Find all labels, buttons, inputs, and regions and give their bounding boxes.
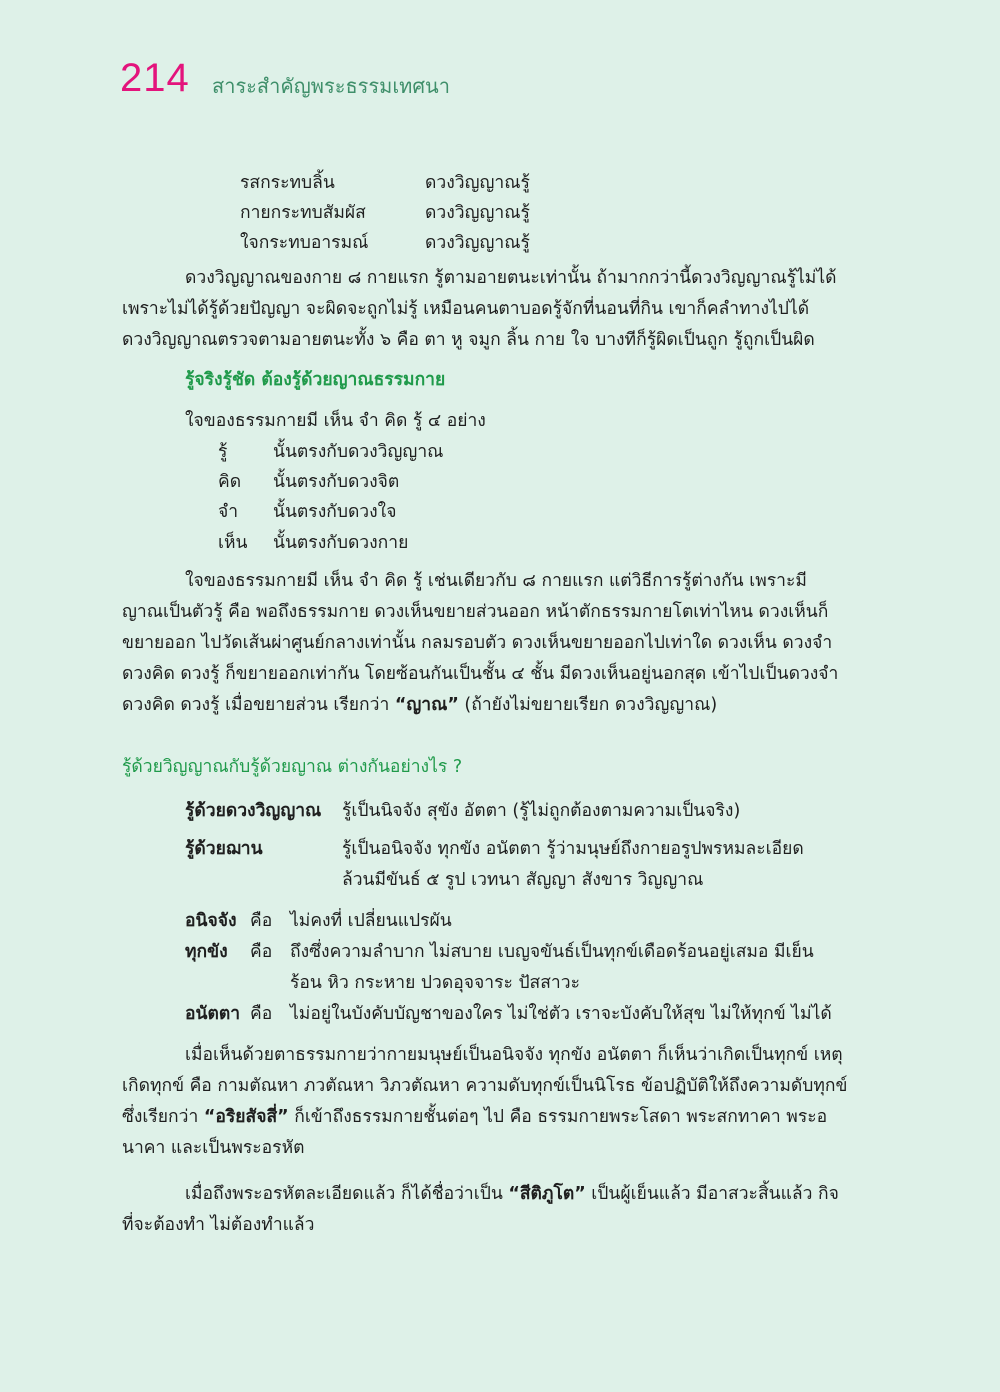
section1-title: รู้จริงรู้ชัด ต้องรู้ด้วยญาณธรรมกาย (185, 370, 446, 390)
mind-desc-2: นั้นตรงกับดวงจิต (273, 472, 400, 492)
section2-title: รู้ด้วยวิญญาณกับรู้ด้วยญาณ ต่างกันอย่างไร ? (122, 757, 463, 777)
para2-line-2: ญาณเป็นตัวรู้ คือ พอถึงธรรมกาย ดวงเห็นขยายส่วนออก หน้าตักธรรมกายโตเท่าไหน ดวงเห็นก็ (122, 602, 829, 622)
para4-line-2: ที่จะต้องทำ ไม่ต้องทำแล้ว (122, 1215, 315, 1235)
compare-term-1-text: รู้ด้วยดวงวิญญาณ (185, 801, 322, 821)
def-sep-3: คือ (250, 1004, 273, 1024)
mind-desc-4: นั้นตรงกับดวงกาย (273, 533, 409, 553)
def-term-2 (185, 939, 228, 965)
para2-line-5 (122, 692, 717, 718)
compare-term-2-text: รู้ด้วยฌาน (185, 839, 263, 859)
sense-right-1: ดวงวิญญาณรู้ (425, 173, 530, 193)
mind-term-3: จำ (218, 502, 239, 522)
sense-left-1: รสกระทบลิ้น (240, 173, 335, 193)
para2-line-1: ใจของธรรมกายมี เห็น จำ คิด รู้ เช่นเดียวกับ ๘ กายแรก แต่วิธีการรู้ต่างกัน เพราะมี (185, 571, 807, 591)
compare-desc-1: รู้เป็นนิจจัง สุขัง อัตตา (รู้ไม่ถูกต้องตามความเป็นจริง) (342, 801, 741, 821)
para3-l3-before: ซึ่งเรียกว่า (122, 1107, 204, 1127)
def-desc-2-line-1: ถึงซึ่งความลำบาก ไม่สบาย เบญจขันธ์เป็นทุกข์เดือดร้อนอยู่เสมอ มีเย็น (290, 942, 814, 962)
def-desc-3: ไม่อยู่ในบังคับบัญชาของใคร ไม่ใช่ตัว เราจะบังคับให้สุข ไม่ให้ทุกข์ ไม่ได้ (290, 1004, 832, 1024)
term-sitibhuto: “สีติภูโต” (508, 1184, 586, 1204)
term-ariyasat: “อริยสัจสี่” (203, 1107, 289, 1127)
def-desc-2-line-2: ร้อน หิว กระหาย ปวดอุจจาระ ปัสสาวะ (290, 973, 580, 993)
para1-line-1: ดวงวิญญาณของกาย ๘ กายแรก รู้ตามอายตนะเท่านั้น ถ้ามากกว่านี้ดวงวิญญาณรู้ไม่ได้ (185, 268, 837, 288)
def-desc-1: ไม่คงที่ เปลี่ยนแปรผัน (290, 911, 452, 931)
def-sep-2: คือ (250, 942, 273, 962)
mind-term-2: คิด (218, 472, 242, 492)
sense-left-2: กายกระทบสัมผัส (240, 203, 366, 223)
para2-last-before: ดวงคิด ดวงรู้ เมื่อขยายส่วน เรียกว่า (122, 695, 395, 715)
def-term-1-text: อนิจจัง (185, 911, 237, 931)
def-term-3 (185, 1001, 240, 1027)
compare-term-2 (185, 836, 263, 862)
mind-term-1: รู้ (218, 442, 228, 462)
para3-l3-after: ก็เข้าถึงธรรมกายชั้นต่อๆ ไป คือ ธรรมกายพระโสดา พระสกทาคา พระอ (288, 1107, 828, 1127)
compare-term-1 (185, 798, 321, 824)
mind-term-4: เห็น (218, 533, 248, 553)
para3-line-2: เกิดทุกข์ คือ กามตัณหา ภวตัณหา วิภวตัณหา ความดับทุกข์เป็นนิโรธ ข้อปฏิบัติให้ถึงความดับทุกข์ (122, 1076, 848, 1096)
para3-line-4: นาคา และเป็นพระอรหัต (122, 1138, 305, 1158)
section1-intro: ใจของธรรมกายมี เห็น จำ คิด รู้ ๔ อย่าง (185, 411, 486, 431)
sense-right-3: ดวงวิญญาณรู้ (425, 233, 530, 253)
book-title: สาระสำคัญพระธรรมเทศนา (212, 74, 450, 98)
para1-line-2: เพราะไม่ได้รู้ด้วยปัญญา จะผิดจะถูกไม่รู้ เหมือนคนตาบอดรู้จักที่นอนที่กิน เขาก็คลำทางไปได้ (122, 299, 810, 319)
def-term-2-text: ทุกขัง (185, 942, 228, 962)
para2-last-after: (ถ้ายังไม่ขยายเรียก ดวงวิญญาณ) (458, 695, 718, 715)
def-sep-1: คือ (250, 911, 273, 931)
mind-desc-1: นั้นตรงกับดวงวิญญาณ (273, 442, 444, 462)
para4-l1-before: เมื่อถึงพระอรหัตละเอียดแล้ว ก็ได้ชื่อว่าเป็น (185, 1184, 509, 1204)
para2-line-4: ดวงคิด ดวงรู้ ก็ขยายออกเท่ากัน โดยซ้อนกันเป็นชั้น ๔ ชั้น มีดวงเห็นอยู่นอกสุด เข้าไปเป็นดวงจำ (122, 664, 839, 684)
para1-line-3: ดวงวิญญาณตรวจตามอายตนะทั้ง ๖ คือ ตา หู จมูก ลิ้น กาย ใจ บางทีก็รู้ผิดเป็นถูก รู้ถูกเป็นผิด (122, 330, 815, 350)
term-nyan: “ญาณ” (394, 695, 459, 715)
sense-right-2: ดวงวิญญาณรู้ (425, 203, 530, 223)
mind-desc-3: นั้นตรงกับดวงใจ (273, 502, 397, 522)
para3-line-3 (122, 1104, 827, 1130)
para3-line-1: เมื่อเห็นด้วยตาธรรมกายว่ากายมนุษย์เป็นอนิจจัง ทุกขัง อนัตตา ก็เห็นว่าเกิดเป็นทุกข์ เหตุ (185, 1045, 843, 1065)
para2-line-3: ขยายออก ไปวัดเส้นผ่าศูนย์กลางเท่านั้น กลมรอบตัว ดวงเห็นขยายออกไปเท่าใด ดวงเห็น ดวงจำ (122, 633, 833, 653)
compare-desc-2-line-1: รู้เป็นอนิจจัง ทุกขัง อนัตตา รู้ว่ามนุษย์ถึงกายอรูปพรหมละเอียด (342, 839, 804, 859)
para4-l1-after: เป็นผู้เย็นแล้ว มีอาสวะสิ้นแล้ว กิจ (585, 1184, 839, 1204)
sense-left-3: ใจกระทบอารมณ์ (240, 233, 369, 253)
def-term-1 (185, 908, 237, 934)
page-number: 214 (120, 56, 190, 100)
para4-line-1 (185, 1181, 839, 1207)
def-term-3-text: อนัตตา (185, 1004, 241, 1024)
compare-desc-2-line-2: ล้วนมีขันธ์ ๕ รูป เวทนา สัญญา สังขาร วิญญาณ (342, 870, 704, 890)
